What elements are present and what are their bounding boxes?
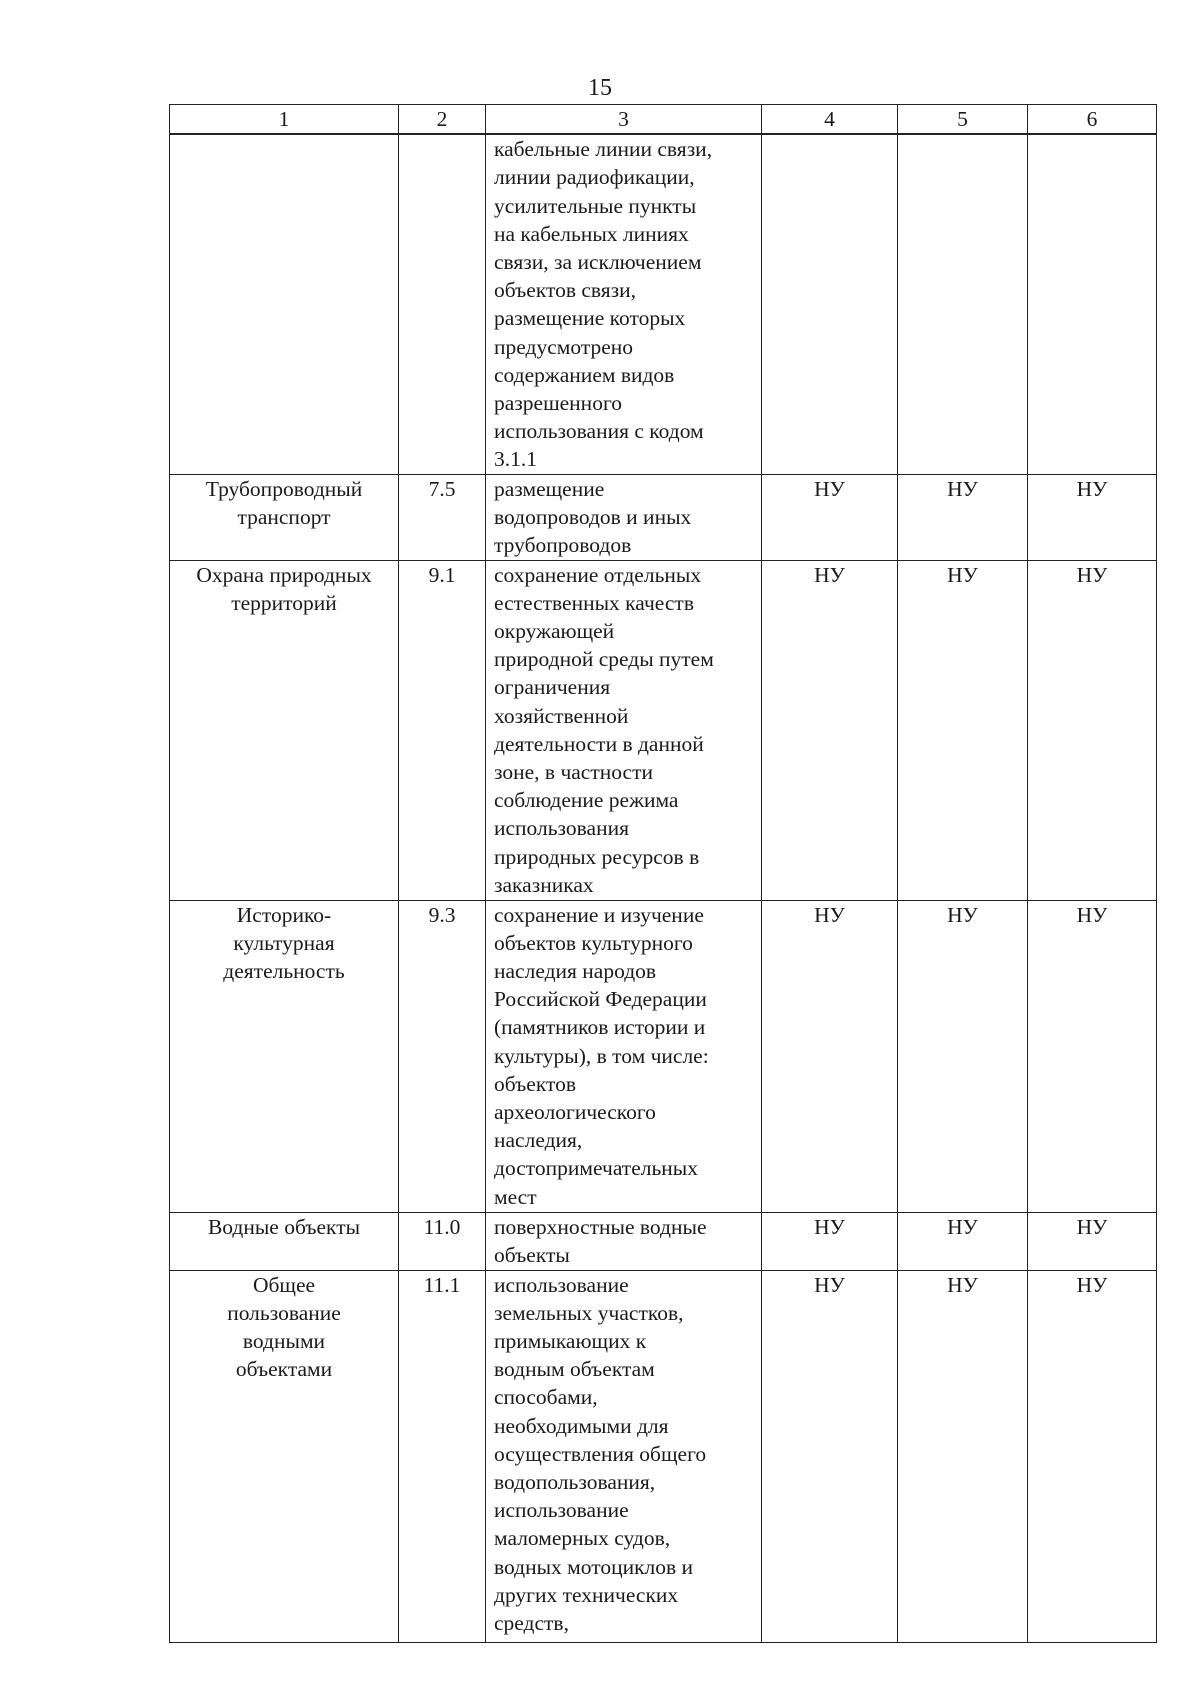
land-use-description: поверхностные водные объекты	[486, 1212, 762, 1270]
cell-col5	[898, 134, 1028, 474]
cell-col6: НУ	[1028, 900, 1157, 1212]
land-use-code: 9.1	[399, 560, 486, 900]
land-use-table	[169, 104, 1157, 1643]
cell-col6	[1028, 134, 1157, 474]
table-row	[170, 560, 1157, 900]
land-use-description: использование земельных участков, примыкающих к водным объектам способами, необходимыми для осуществления общего водопользования, использование маломерных судов, водных мотоциклов и других технических средств,	[486, 1270, 762, 1642]
land-use-code: 9.3	[399, 900, 486, 1212]
column-header: 1	[170, 105, 399, 135]
land-use-description: размещение водопроводов и иных трубопроводов	[486, 474, 762, 560]
cell-col4	[762, 134, 898, 474]
cell-col5: НУ	[898, 900, 1028, 1212]
land-use-code: 7.5	[399, 474, 486, 560]
cell-col4: НУ	[762, 1212, 898, 1270]
table-row	[170, 134, 1157, 474]
cell-col6: НУ	[1028, 1212, 1157, 1270]
table-row	[170, 1270, 1157, 1642]
land-use-description: сохранение и изучение объектов культурного наследия народов Российской Федерации (памятников истории и культуры), в том числе: объектов археологического наследия, достопримечательных мест	[486, 900, 762, 1212]
cell-col6: НУ	[1028, 474, 1157, 560]
cell-col5: НУ	[898, 1270, 1028, 1642]
land-use-code	[399, 134, 486, 474]
column-header: 6	[1028, 105, 1157, 135]
column-header: 4	[762, 105, 898, 135]
cell-col5: НУ	[898, 560, 1028, 900]
cell-col5: НУ	[898, 474, 1028, 560]
land-use-name: Общее пользование водными объектами	[170, 1270, 399, 1642]
page-number: 15	[588, 75, 612, 101]
land-use-description: сохранение отдельных естественных качеств окружающей природной среды путем ограничения хозяйственной деятельности в данной зоне, в частности соблюдение режима использования природных ресурсов в заказниках	[486, 560, 762, 900]
table-header-row	[170, 105, 1157, 135]
table-row	[170, 900, 1157, 1212]
cell-col4: НУ	[762, 560, 898, 900]
cell-col4: НУ	[762, 474, 898, 560]
land-use-name: Охрана природных территорий	[170, 560, 399, 900]
land-use-name	[170, 134, 399, 474]
column-header: 5	[898, 105, 1028, 135]
land-use-code: 11.1	[399, 1270, 486, 1642]
land-use-code: 11.0	[399, 1212, 486, 1270]
cell-col6: НУ	[1028, 1270, 1157, 1642]
cell-col5: НУ	[898, 1212, 1028, 1270]
cell-col4: НУ	[762, 1270, 898, 1642]
land-use-name: Историко- культурная деятельность	[170, 900, 399, 1212]
column-header: 2	[399, 105, 486, 135]
land-use-description: кабельные линии связи, линии радиофикации, усилительные пункты на кабельных линиях связи, за исключением объектов связи, размещение которых предусмотрено содержанием видов разрешенного использования с кодом 3.1.1	[486, 134, 762, 474]
cell-col4: НУ	[762, 900, 898, 1212]
column-header: 3	[486, 105, 762, 135]
cell-col6: НУ	[1028, 560, 1157, 900]
land-use-name: Водные объекты	[170, 1212, 399, 1270]
table-row	[170, 474, 1157, 560]
table-row	[170, 1212, 1157, 1270]
land-use-name: Трубопроводный транспорт	[170, 474, 399, 560]
